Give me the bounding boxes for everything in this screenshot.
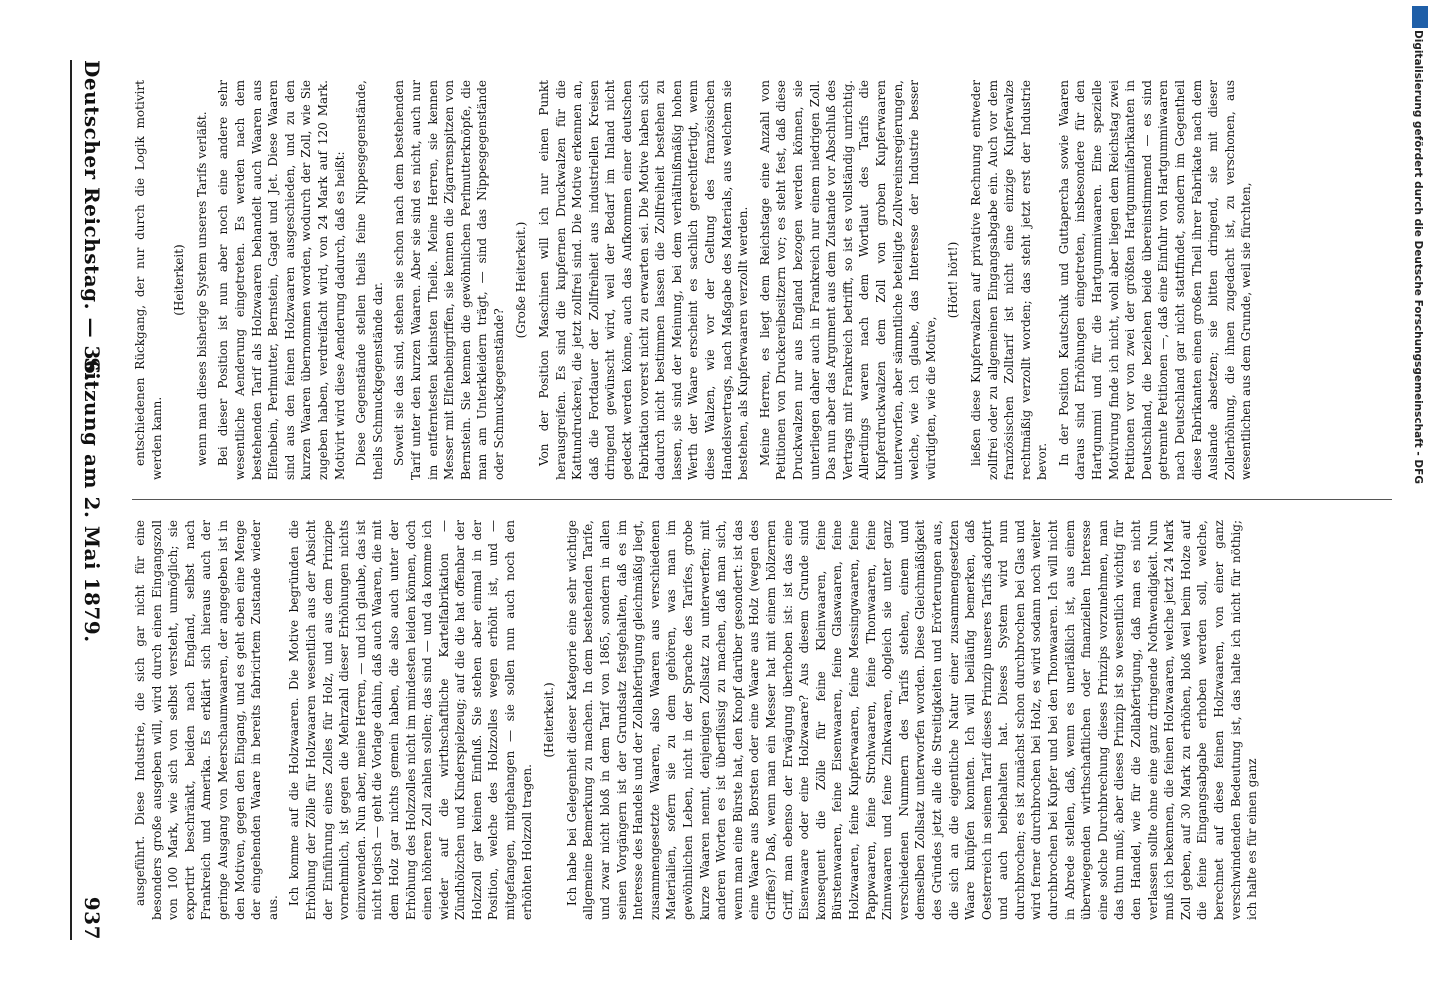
left-column [132,520,1392,920]
dfg-logo-icon [1412,6,1428,28]
body-paragraph: wenn man dieses bisherige System unseres Tarifs verläßt. [194,111,209,466]
body-paragraph: Soweit sie das sind, stehen sie schon nach dem bestehenden Tarif unter den kurzen Waaren. Aber sie sind es nicht, auch nur im entferntesten kleinsten Theile. Meine Herren, sie kennen Messer mit Elfenbeingriffen, sie kennen die Zigarrenspitzen von Bernstein. Sie kennen die gewöhnlichen Perlmutterknöpfe, die man am Unterkleidern trägt, — sind das Nippesgegenstände oder Schmuckgegenstände? [392,80,506,480]
header-session: Sitzung am 2. Mai 1879. [80,357,104,643]
stage-direction: (Große Heiterkeit.) [514,221,529,339]
stage-direction: (Hört! hört!) [946,241,961,319]
body-paragraph: In der Position Kautschuk und Guttapercha sowie Waaren daraus sind Erhöhungen eingetreten, insbesondere für den Hartgummi und für die Hartgummiwaaren. Eine spezielle Motivirung finde ich nicht, wohl aber liegen dem Reichstag zwei Petitionen vor von zwei der größten Hartgummifabrikanten in Deutschland, die beziehen beide übereinstimmend — es sind getrennte Petitionen —, daß eine Einfuhr von Hartgummiwaaren nach Deutschland gar nicht stattfindet, sondern im Gegentheil diese Fabrikanten einen großen Theil ihrer Fabrikate nach dem Auslande absetzen; sie bitten dringend, sie mit dieser Zollerhöhung, die ihnen zugedacht ist, zu verschonen, aus wesentlichen aus dem Grunde, weil sie fürchten, [1056,80,1254,480]
stage-direction: (Heiterkeit.) [542,682,557,758]
body-paragraph: Diese Gegenstände stellen theils feine Nippesgegenstände, theils Schmuckgegenstände dar. [354,80,385,480]
header-publication: Deutscher Reichstag. — 36. [80,60,104,382]
body-paragraph: Ich habe bei Gelegenheit dieser Kategorie eine sehr wichtige allgemeine Bemerkung zu machen. In dem bestehenden Tarife, und zwar nicht bloß in dem Tarif von 1865, sondern in allen seinen Vorgängern ist der Grundsatz festgehalten, daß es im Interesse des Handels und der Zollabfertigung gleichmäßig liegt, zusammengesetzte Waaren, also Waaren aus verschiedenen Materialien, sofern sie zu dem gehören, was man im gewöhnlichen Leben, nicht in der Sprache des Tarifes, grobe kurze Waaren nennt, denjenigen Zollsatz zu unterwerfen; mit anderen Worten es ist überflüssig zu machen, daß man sich, wenn man eine Bürste hat, den Knopf darüber gesondert: ist das eine Waare aus Borsten oder eine Waare aus Holz (wegen des Griffes)? Daß, wenn man ein Messer hat mit einem hölzernen Griff, man ebenso der Erwägung überhoben ist: ist das eine Eisenwaare oder eine Holzwaare? Aus diesem Grunde sind konsequent die Zölle für feine Kleinwaaren, feine Bürstenwaaren, feine Eisenwaaren, feine Glaswaaren, feine Holzwaaren, feine Kupferwaaren, feine Messingwaaren, feine Pappwaaren, feine Strohwaaren, feine Thonwaaren, feine Zinnwaaren und feine Zinkwaaren, obgleich sie unter ganz verschiedenen Nummern des Tarifs stehen, einem und demselben Zollsatz unterworfen worden. Diese Gleichmäßigkeit des Gründes jetzt alle die Streitigkeiten und Erörterungen aus, die sich an die eigentliche Natur einer zusammengesetzten Waare knüpfen konnten. Ich will beiläufig bemerken, daß Oesterreich in seinem Tarif dieses Prinzip unseres Tarifs adoptirt und auch beibehalten hat. Dieses System wird nun durchbrochen; es ist zunächst schon durchbrochen bei Glas und wird ferner durchbrochen bei Holz, es wird sodann noch weiter durchbrochen bei Kupfer und bei den Thonwaaren. Ich will nicht in Abrede stellen, daß, wenn es unerläßlich ist, aus einem überwiegenden wirthschaftlichen oder finanziellen Interesse eine solche Durchbrechung dieses Prinzips vorzunehmen, man das thun muß; aber dieses Prinzip ist so wesentlich wichtig für den Handel, wie für die Zollabfertigung, daß man es nicht verlassen sollte ohne eine ganz dringende Nothwendigkeit. Nun muß ich bekennen, die feinen Holzwaaren, welche jetzt 24 Mark Zoll geben, auf 30 Mark zu erhöhen, bloß weil beim Holze auf die feine Eingangsabgabe erhoben werden soll, welche, berechnet auf diese feinen Holzwaaren, von einer ganz verschwindenden Bedeutung ist, das halte ich nicht für nöthig; ich halte es für einen ganz [564,520,1260,920]
page-header [74,60,114,940]
watermark-text: Digitalisierung gefördert durch die Deutsche Forschungsgemeinschaft - DFG [1412,30,1424,484]
body-paragraph: Ich komme auf die Holzwaaren. Die Motive begründen die Erhöhung der Zölle für Holzwaaren wesentlich aus der Absicht der Einführung eines Zolles für Holz, und aus dem Prinzipe vornehmlich, ist gegen die Mehrzahl dieser Erhöhungen nichts einzuwenden. Nun aber, meine Herren, — und ich glaube, das ist nicht logisch — geht die Vorlage dahin, daß auch Waaren, die mit dem Holz gar nichts gemein haben, die also auch unter der Erhöhung des Holzzolles nicht im mindesten leiden können, doch einen höheren Zoll zahlen sollen; das sind — und da komme ich wieder auf die wirthschaftliche Kartelfabrikation — Zündhölzchen und Kinderspielzeug; auf die die hat offenbar der Holzzoll gar keinen Einfluß. Sie stehen aber einmal in der Position, welche des Holzzolles wegen erhöht ist, und — mitgefangen, mitgehangen — sie sollen nun auch noch den erhöhten Holzzoll tragen. [287,520,534,920]
body-paragraph: entschiedenen Rückgang, der nur durch die Logik motivirt werden kann. [133,80,164,480]
body-paragraph: ausgeführt. Diese Industrie, die sich gar nicht für eine besonders große ausgeben will, wird durch einen Eingangszoll von 100 Mark, wie sich von selbst versteht, unmöglich; sie exportirt beschränkt, beiden nach England, selbst nach Frankreich und Amerika. Es erklärt sich hieraus auch der geringe Ausgang von Meerschaumwaaren, der angegeben ist in den Motiven, gegen den Eingang, und es geht eben eine Menge der eingehenden Waare in bereits fabricirtem Zustande wieder aus. [133,520,280,920]
body-paragraph: Bei dieser Position ist nun aber noch eine andere sehr wesentliche Aenderung eingetreten. Es werden nach dem bestehenden Tarif als Holzwaaren behandelt auch Waaren aus Elfenbein, Perlmutter, Bernstein, Gagat und Jet. Diese Waaren sind aus den feinen Holzwaaren ausgeschieden, und zu den kurzen Waaren übernommen worden, wodurch der Zoll, wie Sie zugeben haben, verdreifacht wird, von 24 Mark auf 120 Mark. Motivirt wird diese Aenderung dadurch, daß es heißt: [216,80,347,480]
header-rule [70,60,72,940]
body-paragraph: ließen diese Kupferwalzen auf privative Rechnung entweder zollfrei oder zu allgemeinen Eingangsabgabe ein. Auch vor dem französischen Zolltarif ist nicht eine einzige Kupferwalze rechtmäßig verzollt worden; das steht jetzt erst der Industrie bevor. [968,80,1050,480]
body-paragraph: Meine Herren, es liegt dem Reichstage eine Anzahl von Petitionen von Druckereibesitzern vor; es steht fest, daß diese Druckwalzen nur aus England bezogen werden können, sie unterliegen daher auch in Frankreich nur einem niedrigen Zoll. Das nun aber das Argument aus dem Zustande vor Abschluß des Vertrags mit Frankreich betrifft, so ist es vollständig unrichtig. Allerdings waren nach dem Wortlaut des Tarifs die Kupferdruckwalzen dem Zoll von groben Kupferwaaren unterworfen, aber sämmtliche beteiligte Zollvereinsregierungen, welche, wie ich glaube, das Interesse der Industrie besser würdigten, wie die Motive, [757,80,938,480]
body-paragraph: Von der Position Maschinen will ich nur einen Punkt herausgreifen. Es sind die kupfernen Druckwalzen für die Kattundruckerei, die jetzt zollfrei sind. Die Motive erkennen an, daß die Fortdauer der Zollfreiheit aus industriellen Kreisen dringend gewünscht wird, weil der Bedarf im Inland nicht gedeckt werden könne, auch das Aufkommen einer deutschen Fabrikation vorerst nicht zu erwarten sei. Die Motive haben sich dadurch nicht bestimmen lassen die Zollfreiheit bestehen zu lassen, sie sind der Meinung, bei dem verhältnißmäßig hohen Werth der Waare erscheint es sachlich gerechtfertigt, wenn diese Walzen, wie vor der Geltung des französischen Handelsvertrags, nach Maßgabe des Materials, aus welchem sie bestehen, als Kupferwaaren verzollt werden. [537,80,751,480]
dfg-watermark [1398,30,1424,970]
right-column [132,80,1392,480]
page-number: 937 [80,896,104,940]
stage-direction: (Heiterkeit) [172,244,187,316]
column-divider [132,499,1392,500]
